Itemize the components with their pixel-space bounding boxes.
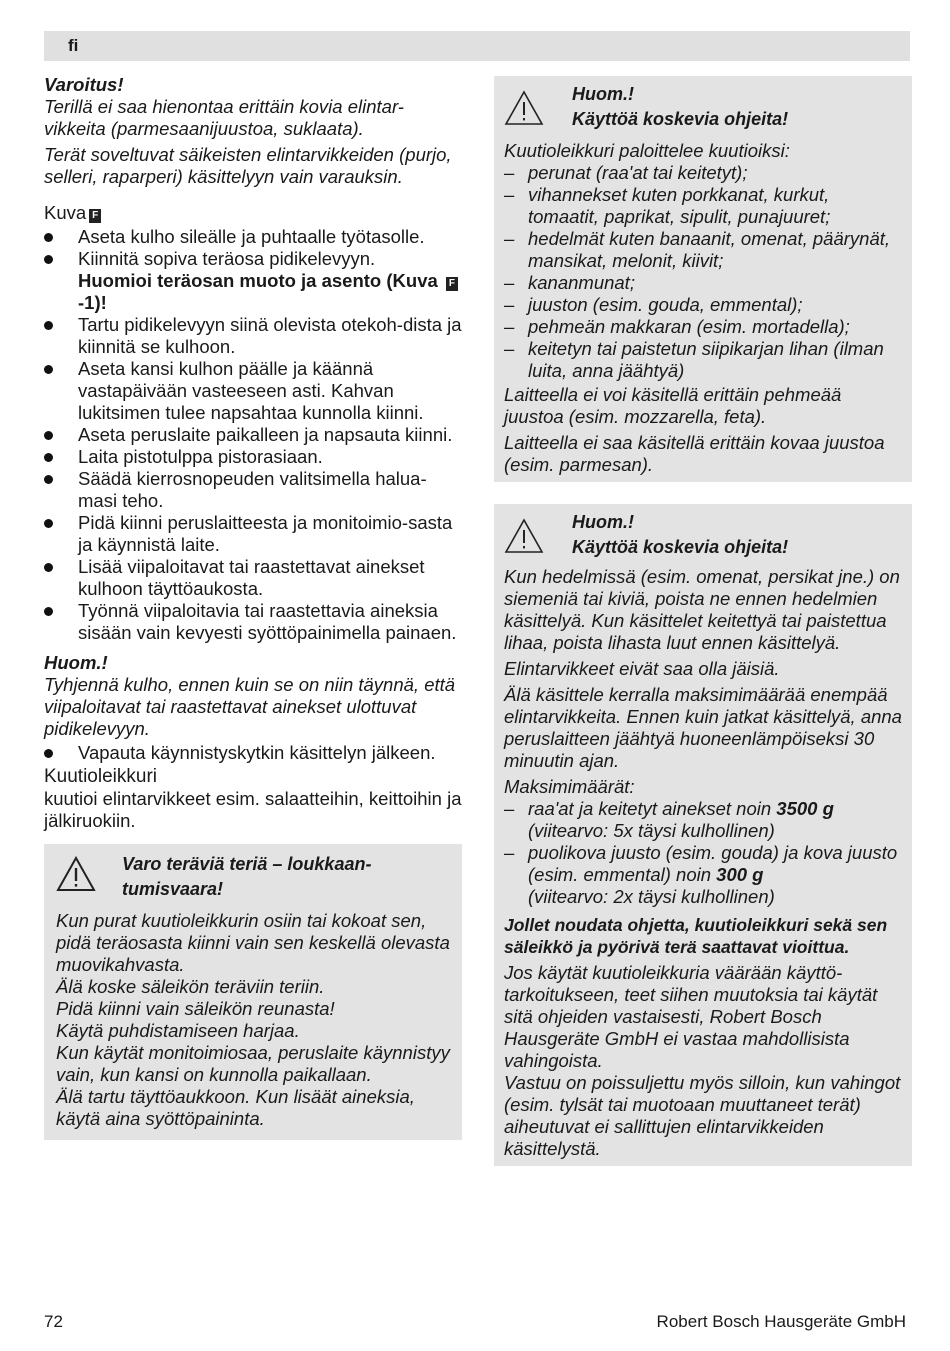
danger-line: Pidä kiinni vain säleikön reunasta! <box>56 998 335 1019</box>
danger-line: Käytä puhdistamiseen harjaa. <box>56 1020 300 1041</box>
list-item: – perunat (raa'at tai keitetyt); <box>504 162 904 184</box>
usage-text-soft-cheese: Laitteella ei voi käsitellä erittäin pehmeää juustoa (esim. mozzarella, feta). <box>504 384 842 427</box>
danger-box <box>44 844 462 1140</box>
warning-text-1: Terillä ei saa hienontaa erittäin kovia elintar-vikkeita (parmesaanijuustoa, suklaata). <box>44 96 404 139</box>
left-column <box>44 74 462 1140</box>
figure-label: Kuva <box>44 202 87 223</box>
figure-letter-icon: F <box>446 277 458 291</box>
liability-text: Jos käytät kuutioleikkuria väärään käyttö-tarkoitukseen, teet siihen muutoksia tai käytät sitä ohjeiden vastaisesti, Robert Bosch Hausgeräte GmbH ei vastaa mahdollisista vahingoista. <box>504 962 878 1071</box>
max-note: (viitearvo: 5x täysi kulhollinen) <box>528 820 775 841</box>
list-item: Lisää viipaloitavat tai raastettavat ainekset kulhoon täyttöaukosta. <box>44 556 462 600</box>
usage-text-hard-cheese: Laitteella ei saa käsitellä erittäin kovaa juustoa (esim. parmesan). <box>504 432 885 475</box>
usage-title: Käyttöä koskevia ohjeita! <box>572 537 789 557</box>
danger-title: Varo teräviä teriä – loukkaan-tumisvaara! <box>122 854 372 899</box>
company-name: Robert Bosch Hausgeräte GmbH <box>656 1312 906 1331</box>
list-item: Aseta kansi kulhon päälle ja käännä vastapäivään vasteeseen asti. Kahvan lukitsimen tulee napsahtaa kunnolla kiinni. <box>44 358 462 424</box>
usage-text: Elintarvikkeet eivät saa olla jäisiä. <box>504 658 780 679</box>
list-item: Työnnä viipaloitavia tai raastettavia aineksia sisään vain kevyesti syöttöpainimella painaen. <box>44 600 462 644</box>
list-item-text: Kiinnitä sopiva teräosa pidikelevyyn. <box>78 248 376 269</box>
warning-triangle-icon <box>56 856 96 892</box>
note-title: Huom.! <box>572 84 634 104</box>
damage-warning: Jollet noudata ohjetta, kuutioleikkuri sekä sen säleikkö ja pyörivä terä saattavat vioittua. <box>504 915 888 957</box>
right-column <box>494 76 912 1166</box>
max-note: (viitearvo: 2x täysi kulhollinen) <box>528 886 775 907</box>
note-title: Huom.! <box>44 652 108 673</box>
usage-notes-body <box>494 566 912 1160</box>
warning-triangle-icon <box>504 90 544 126</box>
list-item: Aseta peruslaite paikalleen ja napsauta kiinni. <box>44 424 462 446</box>
list-item: – hedelmät kuten banaanit, omenat, päärynät, mansikat, melonit, kiivit; <box>504 228 904 272</box>
instruction-list-2 <box>44 742 462 764</box>
list-item <box>44 248 462 314</box>
danger-line: Älä koske säleikön teräviin teriin. <box>56 976 325 997</box>
danger-body <box>44 910 462 1130</box>
list-item: – raa'at ja keitetyt ainekset noin 3500 g (viitearvo: 5x täysi kulhollinen) <box>504 798 904 842</box>
usage-title: Käyttöä koskevia ohjeita! <box>572 109 789 129</box>
danger-box-header <box>44 852 462 910</box>
danger-line: Kun käytät monitoimiosaa, peruslaite käynnistyy vain, kun kansi on kunnolla paikallaan. <box>56 1042 450 1085</box>
list-item: – puolikova juusto (esim. gouda) ja kova juusto (esim. emmental) noin 300 g (viitearvo: 2x täysi kulhollinen) <box>504 842 904 908</box>
list-item: Pidä kiinni peruslaitteesta ja monitoimio-sasta ja käynnistä laite. <box>44 512 462 556</box>
list-item: – pehmeän makkaran (esim. mortadella); <box>504 316 904 338</box>
usage-notes-header <box>494 82 912 140</box>
list-item: Aseta kulho sileälle ja puhtaalle työtasolle. <box>44 226 462 248</box>
page-number: 72 <box>44 1312 63 1331</box>
list-item: – keitetyn tai paistetun siipikarjan lihan (ilman luita, anna jäähtyä) <box>504 338 904 382</box>
dice-food-list <box>504 162 904 382</box>
usage-text: Kun hedelmissä (esim. omenat, persikat jne.) on siemeniä tai kiviä, poista ne ennen hedelmien käsittelyä. Kun käsittelet keitettyä tai paistettua lihaa, poista lihasta luut ennen käsittelyä. <box>504 566 900 653</box>
language-bar <box>44 31 910 61</box>
usage-notes-header <box>494 510 912 566</box>
figure-letter-icon: F <box>89 209 101 223</box>
figure-heading <box>44 202 462 224</box>
list-item: – juuston (esim. gouda, emmental); <box>504 294 904 316</box>
usage-notes-box-2 <box>494 504 912 1166</box>
section-title: Kuutioleikkuri <box>44 766 157 787</box>
note-text: Tyhjennä kulho, ennen kuin se on niin täynnä, että viipaloitavat tai raastettavat ainekset ulottuvat pidikelevyyn. <box>44 674 456 739</box>
section-text: kuutioi elintarvikkeet esim. salaatteihin, keittoihin ja jälkiruokiin. <box>44 788 462 831</box>
language-code: fi <box>68 36 79 55</box>
warning-text-2: Terät soveltuvat säikeisten elintarvikkeiden (purjo, selleri, raparperi) käsittelyyn vain varauksin. <box>44 144 452 187</box>
usage-notes-box-1 <box>494 76 912 482</box>
max-quantities-list <box>504 798 904 908</box>
danger-line: Älä tartu täyttöaukkoon. Kun lisäät aineksia, käytä aina syöttöpaininta. <box>56 1086 415 1129</box>
danger-line: Kun purat kuutioleikkurin osiin tai kokoat sen, pidä teräosasta kiinni vain sen keskellä olevasta muovikahvasta. <box>56 910 450 975</box>
list-item: Laita pistotulppa pistorasiaan. <box>44 446 462 468</box>
usage-text: Älä käsittele kerralla maksimimäärää enempää elintarvikkeita. Ennen kuin jatkat käsittelyä, anna peruslaitteen jäähtyä huoneenlämpöiseksi 30 minuutin ajan. <box>504 684 902 771</box>
note-title: Huom.! <box>572 512 634 532</box>
instruction-list <box>44 226 462 644</box>
list-item: Tartu pidikelevyyn siinä olevista otekoh-dista ja kiinnitä se kulhoon. <box>44 314 462 358</box>
warning-title: Varoitus! <box>44 74 124 95</box>
max-value: 3500 g <box>776 798 834 819</box>
list-item: – vihannekset kuten porkkanat, kurkut, tomaatit, paprikat, sipulit, punajuuret; <box>504 184 904 228</box>
list-item: Vapauta käynnistyskytkin käsittelyn jälkeen. <box>44 742 462 764</box>
max-value: 300 g <box>716 864 764 885</box>
liability-text-2: Vastuu on poissuljettu myös silloin, kun vahingot (esim. tylsät tai muotoaan muuttaneet terät) aiheutuvat ei sallittujen elintarvikkeiden käsittelystä. <box>504 1072 901 1159</box>
list-item: Säädä kierrosnopeuden valitsimella halua-masi teho. <box>44 468 462 512</box>
figure-reference-note: Huomioi teräosan muoto ja asento (Kuva F-1)! <box>78 270 458 313</box>
usage-notes-body <box>494 140 912 476</box>
max-quantities-label: Maksimimäärät: <box>504 776 635 797</box>
warning-triangle-icon <box>504 518 544 554</box>
list-item: – kananmunat; <box>504 272 904 294</box>
usage-intro: Kuutioleikkuri paloittelee kuutioiksi: <box>504 140 790 161</box>
